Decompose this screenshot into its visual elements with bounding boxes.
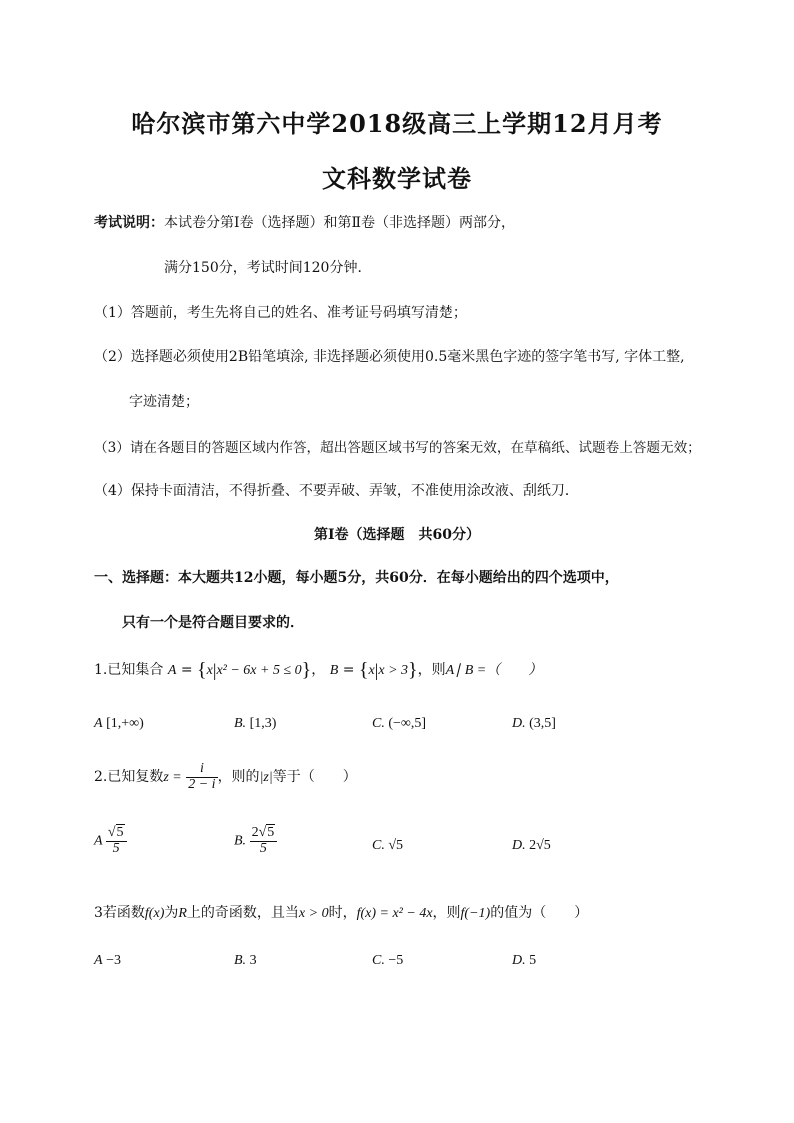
part-heading-continued: 只有一个是符合题目要求的． — [122, 615, 304, 631]
q3-option-c: C. −5 — [372, 953, 404, 968]
q2-fraction: $\frac{i}{2 - i}$ — [188, 761, 216, 792]
exam-subtitle: 文科数学试卷 — [322, 164, 472, 193]
q2-prefix: 2.已知复数 — [94, 769, 164, 786]
exam-title: 哈尔滨市第六中学2018级高三上学期12月月考 — [131, 109, 663, 138]
q3-option-a: A −3 — [94, 953, 121, 968]
question-3: 3若函数f(x)为R上的奇函数，且当x > 0时，f(x) = x² − 4x，则f(−1)的值为（ ） — [94, 905, 589, 921]
q2-abs: |z| — [259, 770, 273, 786]
q2-mid: ，则的 — [217, 769, 260, 786]
rule-3: （3）请在各题目的答题区域内作答，超出答题区域书写的答案无效，在草稿纸、试题卷上答题无效； — [94, 440, 701, 456]
q3-option-d: D. 5 — [512, 953, 537, 968]
q2-suffix: 等于（ ） — [272, 769, 357, 786]
q1-set-a-expr: x² − 6x + 5 ≤ 0 — [216, 663, 302, 678]
rule-2-continued: 字迹清楚； — [129, 394, 199, 410]
q1-tail: A∣ B =（ ） — [445, 663, 543, 678]
part-heading: 一、选择题：本大题共12小题，每小题5分，共60分．在每小题给出的四个选项中， — [94, 570, 619, 586]
q1-suffix: ，则 — [417, 662, 446, 678]
exam-note-text: 本试卷分第Ⅰ卷（选择题）和第Ⅱ卷（非选择题）两部分， — [164, 215, 516, 231]
q3-option-b: B. 3 — [234, 953, 257, 968]
q1-set-a-var: A — [167, 663, 177, 678]
question-2 — [94, 762, 357, 792]
exam-note-continued: 满分150分，考试时间120分钟． — [164, 260, 372, 276]
q1-set-b-var: B — [329, 663, 339, 678]
rule-1: （1）答题前，考生先将自己的姓名、准考证号码填写清楚； — [94, 305, 467, 321]
q1-option-b: B. [1,3) — [234, 716, 277, 731]
question-1: 1.已知集合 A = {x|x² − 6x + 5 ≤ 0}， B = {x|x > 3}，则A∣ B =（ ） — [94, 659, 543, 681]
exam-note-label: 考试说明： — [94, 215, 164, 231]
q2-option-a: A $\frac{√5}{5}$ — [94, 826, 127, 856]
q1-option-c: C. (−∞,5] — [372, 716, 427, 731]
q2-option-c: C. √5 — [372, 838, 404, 853]
q2-var: z = — [163, 770, 182, 786]
q2-option-b: B. $\frac{2√5}{5}$ — [234, 826, 277, 856]
q1-set-b-expr: x > 3 — [378, 663, 409, 678]
q1-option-a: A [1,+∞) — [94, 716, 144, 731]
exam-note — [94, 212, 515, 232]
q1-prefix: 1.已知集合 — [94, 662, 164, 678]
rule-2: （2）选择题必须使用2B铅笔填涂, 非选择题必须使用0.5毫米黑色字迹的签字笔书写, 字体工整, — [94, 349, 685, 365]
rule-4: （4）保持卡面清洁，不得折叠、不要弄破、弄皱，不准使用涂改液、刮纸刀． — [94, 483, 579, 499]
q2-option-d: D. 2√5 — [512, 838, 551, 853]
section-title: 第Ⅰ卷（选择题 共60分） — [313, 527, 481, 543]
q1-option-d: D. (3,5] — [512, 716, 556, 731]
